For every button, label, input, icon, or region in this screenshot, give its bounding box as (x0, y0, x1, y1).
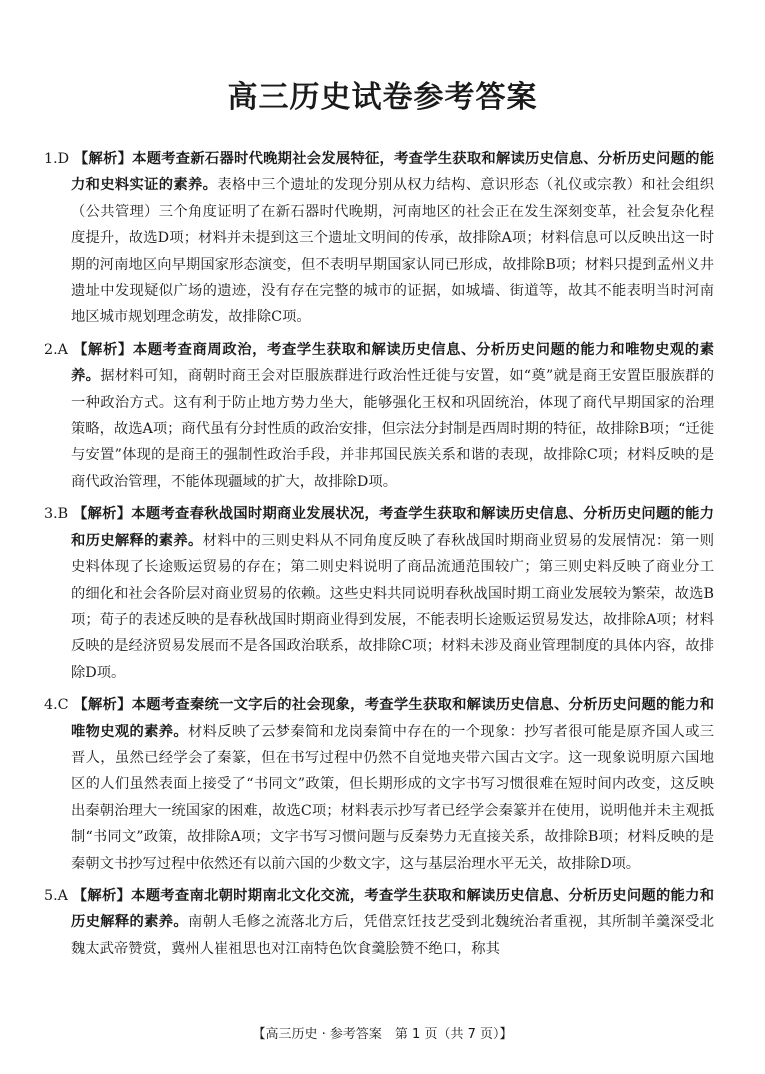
analysis-tag: 【解析】 (72, 887, 132, 904)
answer-body: 据材料可知，商朝时商王会对臣服族群进行政治性迁徙与安置，如“奠”就是商王安置臣服族群的一种政治方式。这有利于防止地方势力坐大，能够强化王权和巩固统治，体现了商代早期国家的治理策略，故选A项；商代虽有分封性质的政治安排，但宗法分封制是西周时期的特征，故排除B项；“迁徙与安置”体现的是商王的强制性政治手段，并非邦国民族关系和谐的表现，故排除C项；材料反映的是商代政治管理，不能体现疆域的扩大，故排除D项。 (71, 368, 714, 490)
analysis-tag: 【解析】 (73, 151, 133, 167)
analysis-tag: 【解析】 (72, 506, 132, 523)
page-footer: 【高三历史 · 参考答案 第 1 页（共 7 页）】 (252, 1027, 513, 1042)
answer-number: 3.B (44, 506, 69, 523)
answer-item-4 (44, 692, 714, 877)
answer-number: 4.C (44, 697, 69, 714)
answer-lead: 本题考查秦统一文字后的社会现象，考查学生获取和解读历史信息、分析历史问题的能力和唯物史观的素养。 (71, 697, 715, 740)
analysis-tag: 【解析】 (73, 341, 133, 358)
answer-body: 表格中三个遗址的发现分别从权力结构、意识形态（礼仪或宗教）和社会组织（公共管理）三个角度证明了在新石器时代晚期，河南地区的社会正在发生深刻变革，社会复杂化程度提升，故选D项；材料并未提到这三个遗址文明间的传承，故排除A项；材料信息可以反映出这一时期的河南地区向早期国家形态演变，但不表明早期国家认同已形成，故排除B项；材料只提到孟州义井遗址中发现疑似广场的遗迹，没有存在完整的城市的证据，如城墙、街道等，故其不能表明当时河南地区城市规划理念萌发，故排除C项。 (71, 177, 715, 326)
answer-number: 2.A (44, 341, 68, 358)
answer-body: 材料中的三则史料从不同角度反映了春秋战国时期商业贸易的发展情况：第一则史料体现了长途贩运贸易的存在；第二则史料说明了商品流通范围较广；第三则史料反映了商业分工的细化和社会各阶层对商业贸易的依赖。这些史料共同说明春秋战国时期工商业发展较为繁荣，故选B项；荀子的表述反映的是春秋战国时期商业得到发展，不能表明长途贩运贸易发达，故排除A项；材料反映的是经济贸易发展而不是各国政治联系，故排除C项；材料未涉及商业管理制度的具体内容，故排除D项。 (71, 532, 715, 681)
answer-item-5 (44, 883, 714, 962)
answer-list (44, 146, 714, 968)
answer-lead: 本题考查春秋战国时期商业发展状况，考查学生获取和解读历史信息、分析历史问题的能力和历史解释的素养。 (71, 506, 715, 549)
answer-lead: 本题考查商周政治，考查学生获取和解读历史信息、分析历史问题的能力和唯物史观的素养。 (71, 341, 715, 385)
answer-lead: 本题考查南北朝时期南北文化交流，考查学生获取和解读历史信息、分析历史问题的能力和历史解释的素养。 (71, 887, 715, 931)
answer-item-1 (44, 146, 714, 331)
answer-lead: 本题考查新石器时代晚期社会发展特征，考查学生获取和解读历史信息、分析历史问题的能力和史料实证的素养。 (71, 151, 715, 194)
answer-item-2 (44, 337, 714, 495)
answer-number: 1.D (44, 151, 70, 167)
analysis-tag: 【解析】 (73, 697, 132, 714)
answer-body: 南朝人毛修之流落北方后，凭借烹饪技艺受到北魏统治者重视，其所制羊羹深受北魏太武帝赞赏，冀州人崔祖思也对江南特色饮食羹脍赞不绝口，称其 (71, 914, 714, 957)
answer-item-3 (44, 501, 714, 686)
answer-number: 5.A (44, 887, 68, 904)
answer-body: 材料反映了云梦秦简和龙岗秦简中存在的一个现象：抄写者很可能是原齐国人或三晋人，虽然已经学会了秦篆，但在书写过程中仍然不自觉地夹带六国古文字。这一现象说明原六国地区的人们虽然表面上接受了“书同文”政策，但长期形成的文字书写习惯很难在短时间内改变，这反映出秦朝治理大一统国家的困难，故选C项；材料表示抄写者已经学会秦篆并在使用，说明他并未主观抵制“书同文”政策，故排除A项；文字书写习惯问题与反秦势力无直接关系，故排除B项；材料反映的是秦朝文书抄写过程中依然还有以前六国的少数文字，这与基层治理水平无关，故排除D项。 (71, 723, 714, 872)
page-title: 高三历史试卷参考答案 (227, 80, 538, 115)
